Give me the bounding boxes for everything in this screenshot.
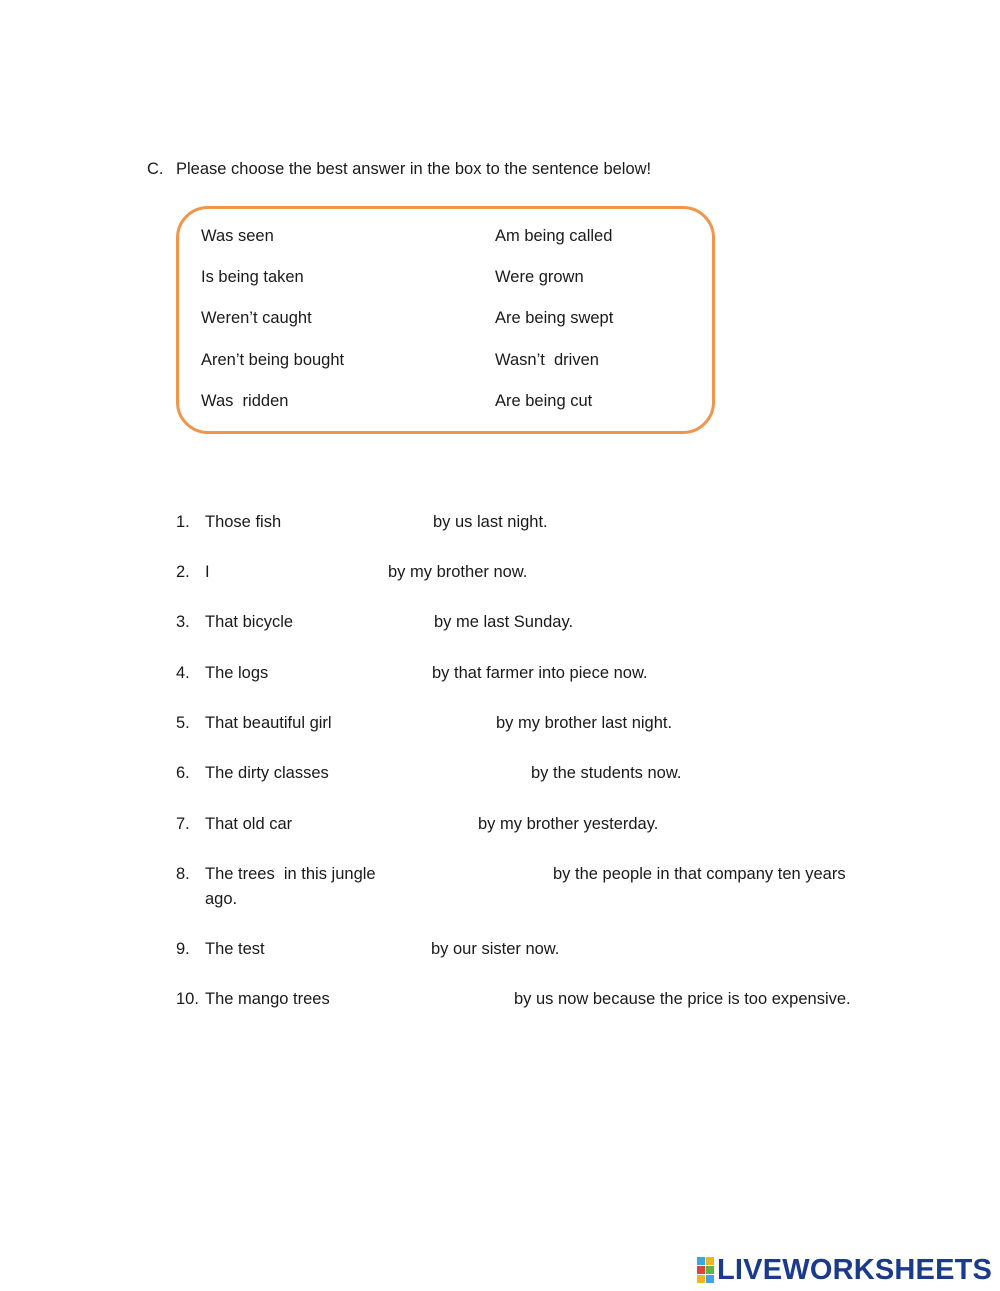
question-tail: by my brother last night. — [496, 714, 673, 732]
word-option: Is being taken — [201, 268, 304, 286]
instruction — [147, 158, 651, 180]
question-stem: The mango trees — [205, 990, 330, 1008]
question-number: 2. — [176, 563, 190, 581]
question-tail: by my brother now. — [388, 563, 528, 581]
question-stem: Those fish — [205, 513, 282, 531]
question-number: 4. — [176, 664, 190, 682]
logo-block — [697, 1266, 705, 1274]
word-option: Aren’t being bought — [201, 351, 345, 369]
question-number: 3. — [176, 613, 190, 631]
question-number: 8. — [176, 865, 190, 883]
word-option: Was ridden — [201, 392, 289, 410]
question-tail: by the people in that company ten years — [553, 865, 846, 883]
question-stem: The test — [205, 940, 265, 958]
question-number: 9. — [176, 940, 190, 958]
logo-text: LIVEWORKSHEETS — [717, 1253, 993, 1286]
question-stem: That old car — [205, 815, 293, 833]
word-option: Are being cut — [495, 392, 593, 410]
word-option: Were grown — [495, 268, 584, 286]
question-number: 7. — [176, 815, 190, 833]
question-tail: by us last night. — [433, 513, 548, 531]
question-stem: The logs — [205, 664, 269, 682]
word-option: Are being swept — [495, 309, 614, 327]
logo-block — [706, 1275, 714, 1283]
logo-block — [706, 1266, 714, 1274]
question-number: 10. — [176, 990, 199, 1008]
question-tail: by us now because the price is too expensive. — [514, 990, 851, 1008]
logo-blocks-icon — [697, 1257, 714, 1283]
question-tail: by the students now. — [531, 764, 682, 782]
question-stem: That bicycle — [205, 613, 294, 631]
question-stem: The dirty classes — [205, 764, 329, 782]
question-tail: by me last Sunday. — [434, 613, 574, 631]
section-letter: C. — [147, 160, 164, 178]
question-stem: That beautiful girl — [205, 714, 332, 732]
word-option: Wasn’t driven — [495, 351, 599, 369]
logo-block — [697, 1275, 705, 1283]
logo-block — [706, 1257, 714, 1265]
word-option: Was seen — [201, 227, 274, 245]
question-stem: The trees in this jungle — [205, 865, 376, 883]
question-tail: by my brother yesterday. — [478, 815, 659, 833]
instruction-text: Please choose the best answer in the box to the sentence below! — [176, 160, 652, 178]
question-tail: by our sister now. — [431, 940, 560, 958]
logo-block — [697, 1257, 705, 1265]
question-number: 6. — [176, 764, 190, 782]
question-stem: I — [205, 563, 210, 581]
question-continuation: ago. — [205, 890, 238, 908]
word-option: Weren’t caught — [201, 309, 312, 327]
word-option: Am being called — [495, 227, 613, 245]
question-number: 1. — [176, 513, 190, 531]
question-tail: by that farmer into piece now. — [432, 664, 648, 682]
question-number: 5. — [176, 714, 190, 732]
liveworksheets-logo — [697, 1255, 992, 1285]
